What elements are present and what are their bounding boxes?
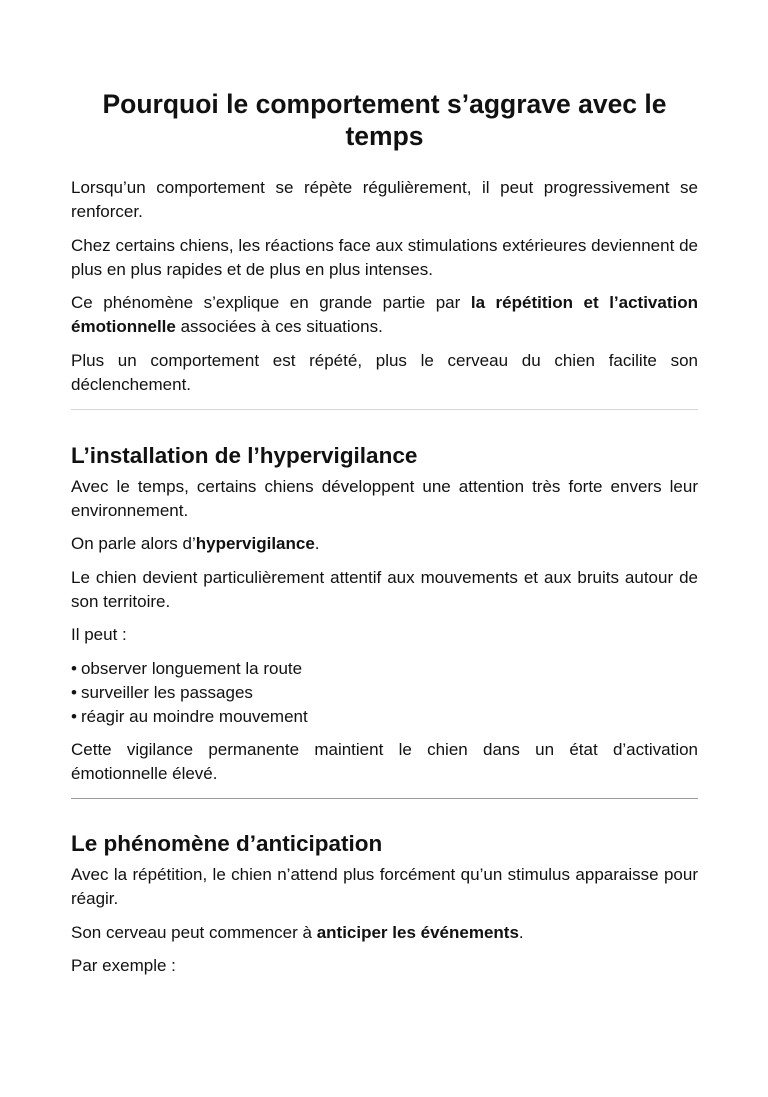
intro-paragraph-3-emphasis: la répétition et l’activation émotionnelle — [71, 293, 698, 336]
anticipation-paragraph-2-emphasis: anticiper les événements — [316, 922, 519, 942]
bullet-icon: • — [71, 706, 77, 726]
intro-paragraph-1: Lorsqu’un comportement se répète régulièrement, il peut progressivement se renforcer. — [71, 178, 698, 221]
section-heading-hypervigilance: L’installation de l’hypervigilance — [71, 442, 418, 468]
anticipation-section — [71, 829, 698, 978]
hypervigilance-paragraph-4: Il peut : — [71, 625, 127, 644]
anticipation-paragraph-2 — [71, 921, 698, 945]
page-title: Pourquoi le comportement s’aggrave avec le temps — [102, 89, 667, 151]
intro-section — [71, 176, 698, 397]
section-divider — [71, 409, 698, 410]
hypervigilance-paragraph-5: Cette vigilance permanente maintient le chien dans un état d’activation émotionnelle élevé. — [71, 740, 698, 783]
bullet-icon: • — [71, 682, 77, 702]
section-heading-anticipation: Le phénomène d’anticipation — [71, 831, 383, 856]
intro-paragraph-3 — [71, 291, 698, 339]
hypervigilance-paragraph-2 — [71, 532, 698, 556]
hypervigilance-paragraph-1: Avec le temps, certains chiens développent une attention très forte envers leur environnement. — [71, 476, 698, 520]
hypervigilance-paragraph-3: Le chien devient particulièrement attentif aux mouvements et aux bruits autour de son territoire. — [71, 567, 698, 611]
anticipation-paragraph-1: Avec la répétition, le chien n’attend plus forcément qu’un stimulus apparaisse pour réagir. — [71, 865, 698, 908]
hypervigilance-section — [71, 441, 698, 787]
list-item — [71, 681, 698, 705]
bullet-icon: • — [71, 658, 77, 678]
list-item-text: surveiller les passages — [80, 682, 253, 702]
intro-paragraph-4: Plus un comportement est répété, plus le cerveau du chien facilite son déclenchement. — [71, 350, 698, 394]
section-divider — [71, 798, 698, 799]
intro-paragraph-2: Chez certains chiens, les réactions face aux stimulations extérieures deviennent de plus en plus rapides et de plus en plus intenses. — [71, 235, 698, 279]
anticipation-paragraph-2-text: Son cerveau peut commencer à — [71, 922, 317, 942]
anticipation-paragraph-2-tail: . — [518, 922, 524, 942]
hypervigilance-paragraph-2-tail: . — [314, 534, 320, 553]
hypervigilance-paragraph-2-text: On parle alors d’ — [71, 534, 196, 553]
list-item-text: observer longuement la route — [80, 658, 303, 678]
intro-paragraph-3-tail: associées à ces situations. — [175, 317, 383, 336]
behavior-list — [71, 657, 698, 729]
list-item — [71, 705, 698, 729]
intro-paragraph-3-text: Ce phénomène s’explique en grande partie par — [71, 293, 471, 312]
list-item-text: réagir au moindre mouvement — [80, 706, 308, 726]
list-item — [71, 657, 698, 681]
hypervigilance-paragraph-2-emphasis: hypervigilance — [195, 534, 315, 553]
anticipation-paragraph-3: Par exemple : — [71, 956, 176, 975]
